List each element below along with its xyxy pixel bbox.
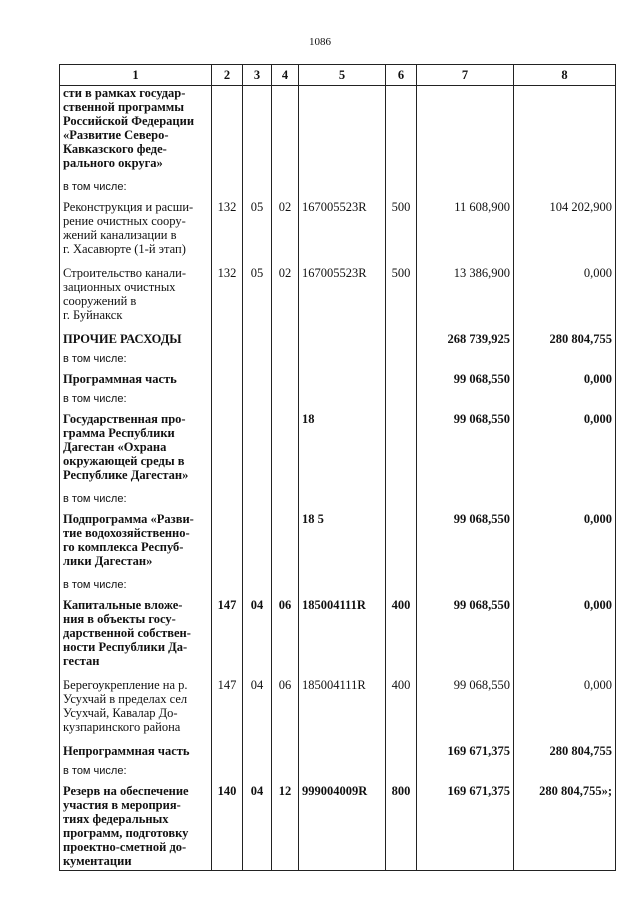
cell-rz — [243, 392, 272, 412]
cell-csr — [299, 392, 386, 412]
cell-sum2 — [514, 352, 616, 372]
cell-rz — [243, 86, 272, 181]
cell-sum1: 268 739,925 — [417, 332, 514, 352]
cell-name: в том числе: — [60, 352, 212, 372]
cell-csr: 18 — [299, 412, 386, 492]
cell-ved — [212, 512, 243, 578]
cell-pr — [272, 372, 299, 392]
cell-csr — [299, 578, 386, 598]
cell-name: Программная часть — [60, 372, 212, 392]
table-row — [60, 352, 616, 372]
table-row — [60, 200, 616, 266]
cell-ved — [212, 412, 243, 492]
cell-sum2 — [514, 392, 616, 412]
page-number: 1086 — [309, 36, 331, 48]
cell-vr — [386, 492, 417, 512]
cell-rz — [243, 332, 272, 352]
cell-ved — [212, 352, 243, 372]
cell-pr — [272, 492, 299, 512]
header-col-7: 7 — [417, 65, 514, 86]
cell-pr — [272, 578, 299, 598]
cell-pr — [272, 764, 299, 784]
cell-vr: 800 — [386, 784, 417, 871]
table-row — [60, 598, 616, 678]
table-row — [60, 492, 616, 512]
cell-csr — [299, 764, 386, 784]
cell-sum1: 11 608,900 — [417, 200, 514, 266]
cell-vr — [386, 512, 417, 578]
cell-name: Государственная про- грамма Республики Дагестан «Охрана окружающей среды в Республике Дагестан» — [60, 412, 212, 492]
header-row — [60, 65, 616, 86]
cell-name: ПРОЧИЕ РАСХОДЫ — [60, 332, 212, 352]
cell-sum2: 0,000 — [514, 598, 616, 678]
cell-sum2: 280 804,755»; — [514, 784, 616, 871]
cell-ved: 132 — [212, 200, 243, 266]
header-col-3: 3 — [243, 65, 272, 86]
table-row — [60, 764, 616, 784]
cell-name: Строительство канали- зационных очистных сооружений в г. Буйнакск — [60, 266, 212, 332]
cell-ved: 147 — [212, 678, 243, 744]
cell-pr — [272, 86, 299, 181]
cell-vr — [386, 332, 417, 352]
cell-sum2 — [514, 492, 616, 512]
cell-name: в том числе: — [60, 180, 212, 200]
cell-sum2 — [514, 86, 616, 181]
cell-pr — [272, 180, 299, 200]
table-row — [60, 372, 616, 392]
cell-csr — [299, 492, 386, 512]
cell-rz: 05 — [243, 266, 272, 332]
table-row — [60, 180, 616, 200]
cell-csr — [299, 352, 386, 372]
cell-sum1 — [417, 352, 514, 372]
cell-vr — [386, 392, 417, 412]
cell-name: Непрограммная часть — [60, 744, 212, 764]
header-col-2: 2 — [212, 65, 243, 86]
cell-sum2: 104 202,900 — [514, 200, 616, 266]
table-row — [60, 332, 616, 352]
cell-rz — [243, 412, 272, 492]
cell-pr: 06 — [272, 678, 299, 744]
table-row — [60, 266, 616, 332]
header-col-4: 4 — [272, 65, 299, 86]
cell-ved — [212, 392, 243, 412]
cell-name: Подпрограмма «Разви- тие водохозяйственно- го комплекса Респуб- лики Дагестан» — [60, 512, 212, 578]
cell-sum1: 169 671,375 — [417, 784, 514, 871]
cell-ved: 140 — [212, 784, 243, 871]
cell-sum2: 0,000 — [514, 678, 616, 744]
cell-sum1: 99 068,550 — [417, 512, 514, 578]
cell-sum2: 0,000 — [514, 412, 616, 492]
table-row — [60, 784, 616, 871]
cell-csr: 185004111R — [299, 678, 386, 744]
cell-pr — [272, 744, 299, 764]
cell-vr: 500 — [386, 200, 417, 266]
cell-csr: 18 5 — [299, 512, 386, 578]
cell-csr — [299, 372, 386, 392]
cell-sum1: 99 068,550 — [417, 412, 514, 492]
cell-rz — [243, 492, 272, 512]
cell-name: в том числе: — [60, 764, 212, 784]
table-row — [60, 744, 616, 764]
cell-ved — [212, 332, 243, 352]
cell-vr — [386, 744, 417, 764]
cell-sum1: 99 068,550 — [417, 678, 514, 744]
cell-ved — [212, 578, 243, 598]
cell-vr — [386, 372, 417, 392]
cell-rz — [243, 372, 272, 392]
cell-name: Капитальные вложе- ния в объекты госу- дарственной собствен- ности Республики Да- гестан — [60, 598, 212, 678]
cell-sum2 — [514, 180, 616, 200]
cell-sum2 — [514, 764, 616, 784]
cell-sum2: 280 804,755 — [514, 744, 616, 764]
cell-name: Реконструкция и расши- рение очистных соору- жений канализации в г. Хасавюрте (1-й этап) — [60, 200, 212, 266]
cell-rz: 04 — [243, 598, 272, 678]
cell-sum1: 99 068,550 — [417, 598, 514, 678]
header-col-5: 5 — [299, 65, 386, 86]
cell-pr — [272, 332, 299, 352]
cell-sum1 — [417, 86, 514, 181]
cell-vr — [386, 578, 417, 598]
header-col-6: 6 — [386, 65, 417, 86]
cell-sum2: 280 804,755 — [514, 332, 616, 352]
cell-sum1: 169 671,375 — [417, 744, 514, 764]
cell-sum2: 0,000 — [514, 266, 616, 332]
cell-sum1 — [417, 492, 514, 512]
cell-sum2: 0,000 — [514, 512, 616, 578]
cell-csr: 185004111R — [299, 598, 386, 678]
cell-vr — [386, 352, 417, 372]
cell-name: в том числе: — [60, 492, 212, 512]
cell-ved — [212, 492, 243, 512]
cell-pr — [272, 352, 299, 372]
header-col-1: 1 — [60, 65, 212, 86]
cell-sum1 — [417, 764, 514, 784]
cell-sum1: 99 068,550 — [417, 372, 514, 392]
cell-ved — [212, 86, 243, 181]
cell-ved: 147 — [212, 598, 243, 678]
cell-vr: 400 — [386, 678, 417, 744]
cell-name: в том числе: — [60, 578, 212, 598]
cell-rz — [243, 512, 272, 578]
cell-pr: 06 — [272, 598, 299, 678]
cell-sum2 — [514, 578, 616, 598]
cell-ved — [212, 372, 243, 392]
cell-pr: 12 — [272, 784, 299, 871]
cell-rz — [243, 764, 272, 784]
cell-csr — [299, 86, 386, 181]
table-row — [60, 578, 616, 598]
cell-name: сти в рамках государ- ственной программы Российской Федерации «Развитие Северо- Кавказского феде- рального округа» — [60, 86, 212, 181]
cell-rz — [243, 744, 272, 764]
cell-name: в том числе: — [60, 392, 212, 412]
cell-vr — [386, 180, 417, 200]
cell-vr — [386, 764, 417, 784]
cell-csr: 999004009R — [299, 784, 386, 871]
cell-rz — [243, 578, 272, 598]
cell-rz — [243, 180, 272, 200]
cell-vr — [386, 412, 417, 492]
cell-vr: 400 — [386, 598, 417, 678]
cell-csr: 167005523R — [299, 200, 386, 266]
cell-pr — [272, 412, 299, 492]
cell-rz: 05 — [243, 200, 272, 266]
cell-ved — [212, 764, 243, 784]
cell-pr: 02 — [272, 266, 299, 332]
cell-pr — [272, 512, 299, 578]
cell-name: Резерв на обеспечение участия в мероприя- тиях федеральных программ, подготовку проектно-сметной до- кументации — [60, 784, 212, 871]
cell-rz: 04 — [243, 784, 272, 871]
cell-rz — [243, 352, 272, 372]
table-row — [60, 512, 616, 578]
cell-vr: 500 — [386, 266, 417, 332]
table-row — [60, 392, 616, 412]
cell-sum1: 13 386,900 — [417, 266, 514, 332]
cell-rz: 04 — [243, 678, 272, 744]
table-row — [60, 86, 616, 181]
cell-sum2: 0,000 — [514, 372, 616, 392]
cell-csr — [299, 744, 386, 764]
cell-csr: 167005523R — [299, 266, 386, 332]
cell-csr — [299, 332, 386, 352]
cell-csr — [299, 180, 386, 200]
budget-table — [59, 64, 616, 871]
table-body — [60, 86, 616, 871]
table-row — [60, 678, 616, 744]
cell-name: Берегоукрепление на р. Усухчай в пределах сел Усухчай, Кавалар До- кузпаринского района — [60, 678, 212, 744]
cell-sum1 — [417, 392, 514, 412]
cell-sum1 — [417, 578, 514, 598]
cell-ved — [212, 180, 243, 200]
cell-vr — [386, 86, 417, 181]
cell-pr: 02 — [272, 200, 299, 266]
cell-ved: 132 — [212, 266, 243, 332]
header-col-8: 8 — [514, 65, 616, 86]
cell-pr — [272, 392, 299, 412]
cell-sum1 — [417, 180, 514, 200]
table-row — [60, 412, 616, 492]
cell-ved — [212, 744, 243, 764]
